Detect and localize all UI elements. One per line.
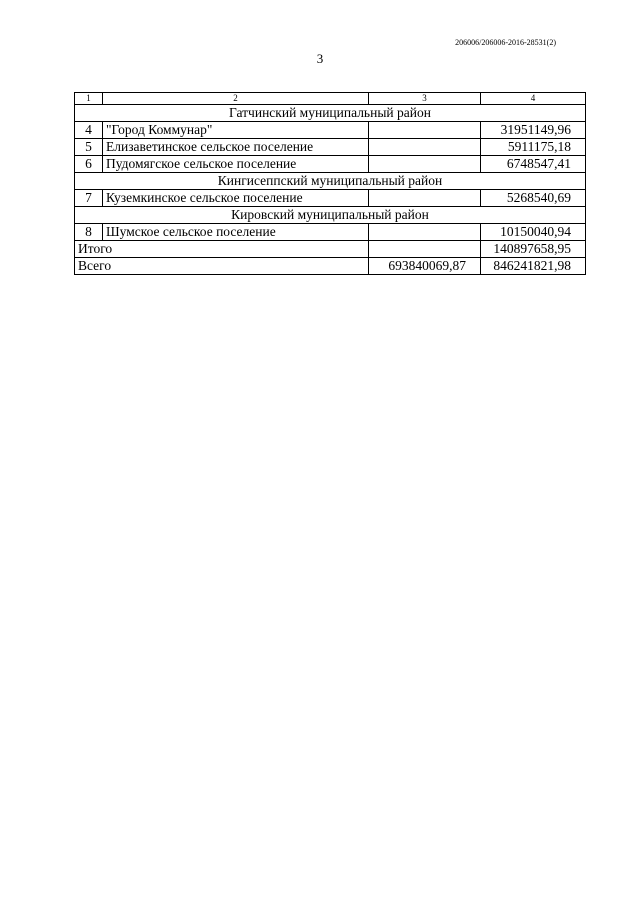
row-col3 — [369, 139, 481, 156]
section-row — [75, 173, 586, 190]
column-header: 3 — [369, 93, 481, 105]
column-header: 2 — [103, 93, 369, 105]
vsego-col3: 693840069,87 — [369, 258, 481, 275]
vsego-label: Всего — [75, 258, 369, 275]
row-col4: 6748547,41 — [481, 156, 586, 173]
row-col4: 5268540,69 — [481, 190, 586, 207]
section-row — [75, 207, 586, 224]
itogo-col4: 140897658,95 — [481, 241, 586, 258]
row-col3 — [369, 224, 481, 241]
row-col3 — [369, 156, 481, 173]
row-name: Куземкинское сельское поселение — [103, 190, 369, 207]
column-header: 1 — [75, 93, 103, 105]
row-name: Пудомягское сельское поселение — [103, 156, 369, 173]
table-row — [75, 139, 586, 156]
page-number: 3 — [316, 51, 324, 66]
row-col4: 10150040,94 — [481, 224, 586, 241]
table-row — [75, 224, 586, 241]
row-number: 4 — [75, 122, 103, 139]
table-row — [75, 122, 586, 139]
row-col3 — [369, 122, 481, 139]
row-number: 6 — [75, 156, 103, 173]
section-title: Кировский муниципальный район — [75, 207, 586, 224]
vsego-col4: 846241821,98 — [481, 258, 586, 275]
row-name: Шумское сельское поселение — [103, 224, 369, 241]
itogo-label: Итого — [75, 241, 369, 258]
row-name: Елизаветинское сельское поселение — [103, 139, 369, 156]
table-header-row — [75, 93, 586, 105]
section-title: Гатчинский муниципальный район — [75, 105, 586, 122]
table-row — [75, 156, 586, 173]
row-name: "Город Коммунар" — [103, 122, 369, 139]
column-header: 4 — [481, 93, 586, 105]
document-id: 206006/206006-2016-28531(2) — [455, 38, 556, 47]
vsego-row — [75, 258, 586, 275]
itogo-row — [75, 241, 586, 258]
section-row — [75, 105, 586, 122]
row-number: 5 — [75, 139, 103, 156]
row-number: 7 — [75, 190, 103, 207]
table-row — [75, 190, 586, 207]
data-table — [74, 92, 586, 275]
row-number: 8 — [75, 224, 103, 241]
row-col4: 31951149,96 — [481, 122, 586, 139]
section-title: Кингисеппский муниципальный район — [75, 173, 586, 190]
itogo-col3 — [369, 241, 481, 258]
row-col4: 5911175,18 — [481, 139, 586, 156]
row-col3 — [369, 190, 481, 207]
